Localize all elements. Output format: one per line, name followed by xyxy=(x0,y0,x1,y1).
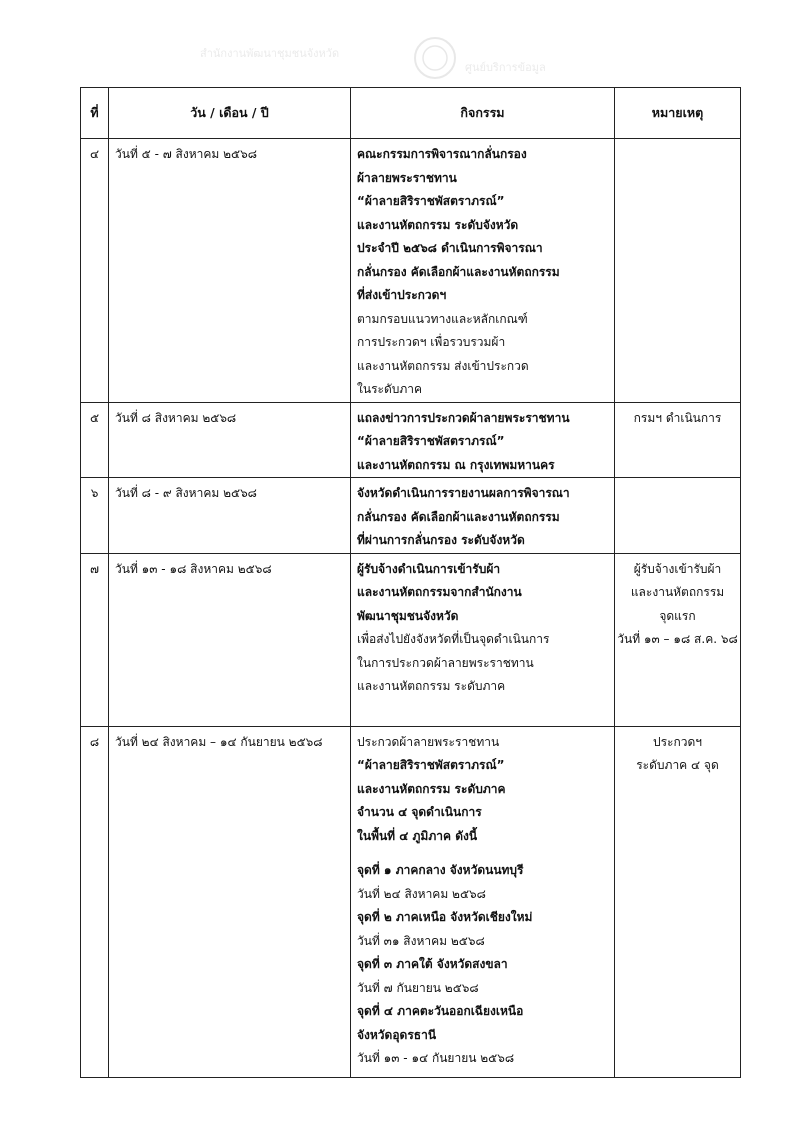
row-note xyxy=(615,139,741,403)
table-row xyxy=(81,553,741,726)
activity-line: เพื่อส่งไปยังจังหวัดที่เป็นจุดดำเนินการ xyxy=(357,632,550,646)
activity-line: คณะกรรมการพิจารณากลั่นกรอง xyxy=(357,147,527,161)
row-number: ๕ xyxy=(81,402,109,478)
activity-line: ประจำปี ๒๕๖๘ ดำเนินการพิจารณา xyxy=(357,241,543,255)
row-date: วันที่ ๑๓ - ๑๘ สิงหาคม ๒๕๖๘ xyxy=(109,553,351,726)
activity-line: “ผ้าลายสิริราชพัสตราภรณ์” xyxy=(357,194,505,208)
watermark-text-2: ศูนย์บริการข้อมูล xyxy=(465,61,546,74)
activity-line: กลั่นกรอง คัดเลือกผ้าและงานหัตถกรรม xyxy=(357,264,560,279)
activity-line: จุดที่ ๓ ภาคใต้ จังหวัดสงขลา xyxy=(357,957,508,971)
row-note xyxy=(615,553,741,726)
row-date: วันที่ ๘ - ๙ สิงหาคม ๒๕๖๘ xyxy=(109,478,351,554)
activity-line: แถลงข่าวการประกวดผ้าลายพระราชทาน xyxy=(357,410,570,425)
activity-line: ผู้รับจ้างดำเนินการเข้ารับผ้า xyxy=(357,561,501,576)
activity-line: ที่ผ่านการกลั่นกรอง ระดับจังหวัด xyxy=(357,533,525,547)
watermark-text-1: สำนักงานพัฒนาชุมชนจังหวัด xyxy=(200,47,340,60)
row-activity xyxy=(351,139,615,403)
row-number: ๘ xyxy=(81,726,109,1077)
note-line: ระดับภาค ๔ จุด xyxy=(636,758,719,772)
note-line: วันที่ ๑๓ – ๑๘ ส.ค. ๖๘ xyxy=(617,632,738,646)
activity-line: วันที่ ๓๑ สิงหาคม ๒๕๖๘ xyxy=(357,933,485,948)
activity-line: กลั่นกรอง คัดเลือกผ้าและงานหัตถกรรม xyxy=(357,509,560,524)
activity-line: วันที่ ๒๔ สิงหาคม ๒๕๖๘ xyxy=(357,886,486,901)
header-no: ที่ xyxy=(81,88,109,139)
row-number: ๖ xyxy=(81,478,109,554)
table-row xyxy=(81,402,741,478)
activity-line: จุดที่ ๒ ภาคเหนือ จังหวัดเชียงใหม่ xyxy=(357,910,533,924)
table-row xyxy=(81,478,741,554)
activity-line: ในพื้นที่ ๔ ภูมิภาค ดังนี้ xyxy=(357,828,478,843)
activity-line: และงานหัตถกรรม ระดับภาค xyxy=(357,781,506,796)
table-header-row xyxy=(81,88,741,139)
row-note xyxy=(615,478,741,554)
schedule-table xyxy=(80,87,741,1078)
row-number: ๗ xyxy=(81,553,109,726)
note-line: ผู้รับจ้างเข้ารับผ้า xyxy=(633,561,722,576)
activity-line: และงานหัตถกรรม ระดับจังหวัด xyxy=(357,217,519,232)
header-note: หมายเหตุ xyxy=(615,88,741,139)
row-note xyxy=(615,726,741,1077)
activity-line: และงานหัตถกรรม ระดับภาค xyxy=(357,679,506,693)
header-date: วัน / เดือน / ปี xyxy=(109,88,351,139)
activity-line: จุดที่ ๑ ภาคกลาง จังหวัดนนทบุรี xyxy=(357,863,524,877)
activity-line: และงานหัตถกรรม ณ กรุงเทพมหานคร xyxy=(357,457,555,472)
activity-line: และงานหัตถกรรม ส่งเข้าประกวด xyxy=(357,358,529,373)
row-activity xyxy=(351,553,615,726)
row-note xyxy=(615,402,741,478)
note-line: และงานหัตถกรรม xyxy=(630,585,725,599)
activity-line: ประกวดผ้าลายพระราชทาน xyxy=(357,734,500,749)
row-date: วันที่ ๒๔ สิงหาคม – ๑๔ กันยายน ๒๕๖๘ xyxy=(109,726,351,1077)
note-line: กรมฯ ดำเนินการ xyxy=(633,410,722,425)
activity-line: จำนวน ๔ จุดดำเนินการ xyxy=(357,805,482,819)
table-row xyxy=(81,726,741,1077)
note-line: ประกวดฯ xyxy=(652,734,703,749)
row-activity xyxy=(351,402,615,478)
activity-line: และงานหัตถกรรมจากสำนักงาน xyxy=(357,585,522,599)
activity-line: จังหวัดดำเนินการรายงานผลการพิจารณา xyxy=(357,486,570,500)
row-date: วันที่ ๕ - ๗ สิงหาคม ๒๕๖๘ xyxy=(109,139,351,403)
header-watermark xyxy=(200,34,600,84)
activity-line: การประกวดฯ เพื่อรวบรวมผ้า xyxy=(357,335,506,349)
activity-line: วันที่ ๑๓ - ๑๔ กันยายน ๒๕๖๘ xyxy=(357,1051,515,1065)
activity-line: ผ้าลายพระราชทาน xyxy=(357,170,457,185)
activity-line: ตามกรอบแนวทางและหลักเกณฑ์ xyxy=(357,311,528,326)
header-activity: กิจกรรม xyxy=(351,88,615,139)
row-activity xyxy=(351,478,615,554)
activity-line: ที่ส่งเข้าประกวดฯ xyxy=(357,288,447,302)
activity-line: วันที่ ๗ กันยายน ๒๕๖๘ xyxy=(357,980,479,995)
line-spacer xyxy=(357,848,610,859)
activity-line: “ผ้าลายสิริราชพัสตราภรณ์” xyxy=(357,758,505,772)
activity-line: ในระดับภาค xyxy=(357,382,423,396)
row-number: ๔ xyxy=(81,139,109,403)
activity-line: จังหวัดอุดรธานี xyxy=(357,1027,437,1042)
row-activity xyxy=(351,726,615,1077)
row-date: วันที่ ๘ สิงหาคม ๒๕๖๘ xyxy=(109,402,351,478)
activity-line: ในการประกวดผ้าลายพระราชทาน xyxy=(357,655,534,670)
table-row xyxy=(81,139,741,403)
activity-line: จุดที่ ๔ ภาคตะวันออกเฉียงเหนือ xyxy=(357,1004,524,1018)
activity-line: “ผ้าลายสิริราชพัสตราภรณ์” xyxy=(357,434,505,448)
activity-line: พัฒนาชุมชนจังหวัด xyxy=(357,608,459,623)
note-line: จุดแรก xyxy=(659,608,696,623)
